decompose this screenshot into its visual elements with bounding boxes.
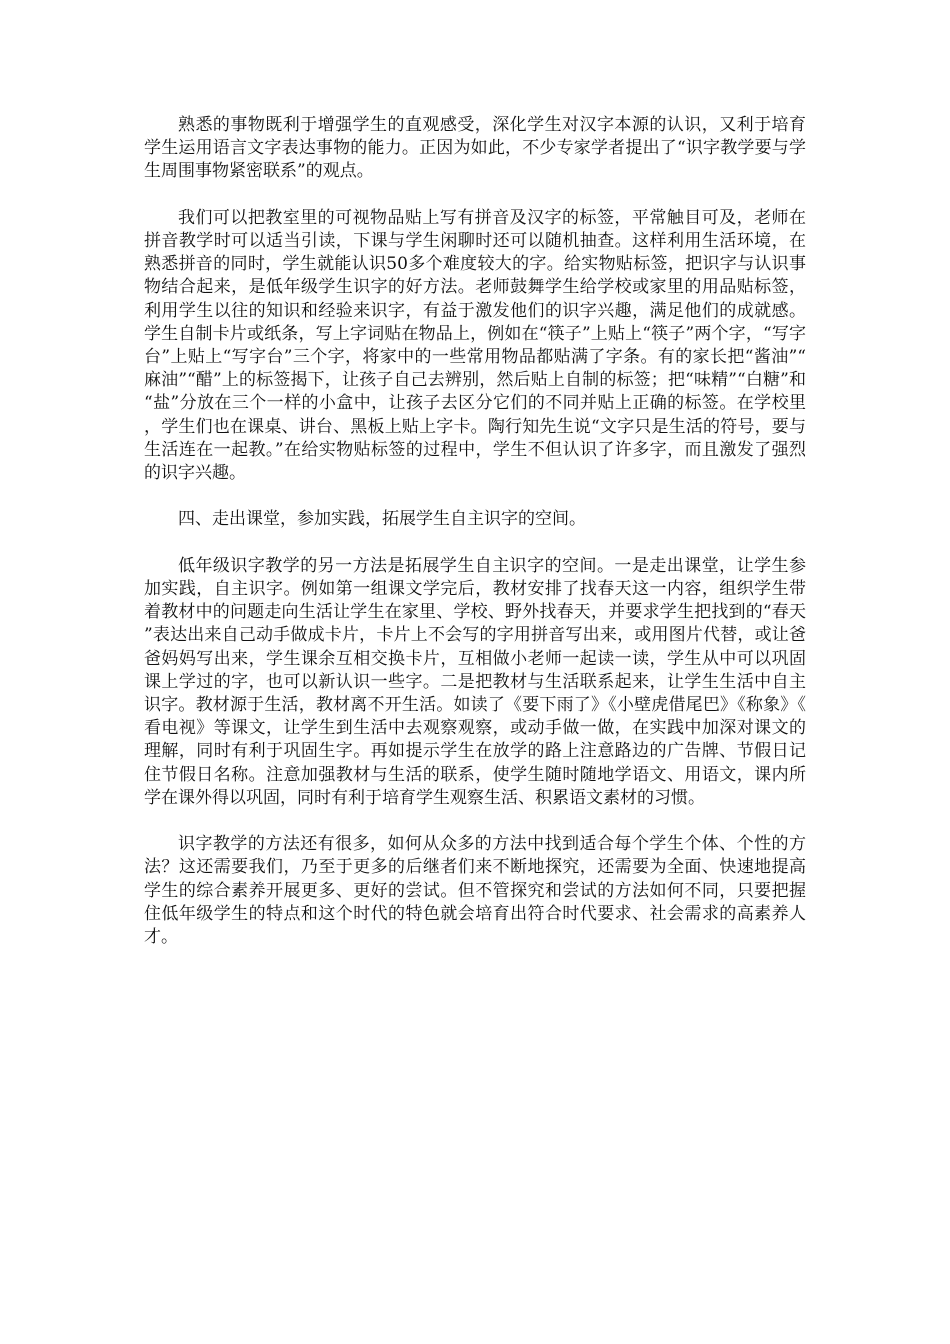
section-heading-practice: 四、走出课堂，参加实践，拓展学生自主识字的空间。 xyxy=(178,509,586,530)
paragraph-familiar-objects: 熟悉的事物既利于增强学生的直观感受，深化学生对汉字本源的认识，又利于培育学生运用语言文字表达事物的能力。正因为如此，不少专家学者提出了“识字教学要与学生周围事物紧密联系”的观点。 xyxy=(144,115,806,182)
paragraph-self-study: 低年级识字教学的另一方法是拓展学生自主识字的空间。一是走出课堂，让学生参加实践，自主识字。例如第一组课文学完后，教材安排了找春天这一内容，组织学生带着教材中的问题走向生活让学生在家里、学校、野外找春天，并要求学生把找到的“春天”表达出来自己动手做成卡片，卡片上不会写的字用拼音写出来，或用图片代替，或让爸爸妈妈写出来，学生课余互相交换卡片，互相做小老师一起读一读，学生从中可以巩固课上学过的字，也可以新认识一些字。二是把教材与生活联系起来，让学生生活中自主识字。教材源于生活，教材离不开生活。如读了《要下雨了》《小壁虎借尾巴》《称象》《看电视》等课文，让学生到生活中去观察观察，或动手做一做，在实践中加深对课文的理解，同时有利于巩固生字。再如提示学生在放学的路上注意路边的广告牌、节假日记住节假日名称。注意加强教材与生活的联系，使学生随时随地学语文、用语文，课内所学在课外得以巩固，同时有利于培育学生观察生活、积累语文素材的习惯。 xyxy=(144,555,806,808)
paragraph-conclusion: 识字教学的方法还有很多，如何从众多的方法中找到适合每个学生个体、个性的方法？这还需要我们，乃至于更多的后继者们来不断地探究，还需要为全面、快速地提高学生的综合素养开展更多、更好的尝试。但不管探究和尝试的方法如何不同，只要把握住低年级学生的特点和这个时代的特色就会培育出符合时代要求、社会需求的高素养人才。 xyxy=(144,834,806,948)
document-body xyxy=(144,114,806,972)
paragraph-labels: 我们可以把教室里的可视物品贴上写有拼音及汉字的标签，平常触目可及，老师在拼音教学时可以适当引读，下课与学生闲聊时还可以随机抽查。这样利用生活环境，在熟悉拼音的同时，学生就能认识50多个难度较大的字。给实物贴标签，把识字与认识事物结合起来，是低年级学生识字的好方法。老师鼓舞学生给学校或家里的用品贴标签，利用学生以往的知识和经验来识字，有益于激发他们的识字兴趣，满足他们的成就感。学生自制卡片或纸条，写上字词贴在物品上，例如在“筷子”上贴上“筷子”两个字，“写字台”上贴上“写字台”三个字，将家中的一些常用物品都贴满了字条。有的家长把“酱油”“麻油”“醋”上的标签揭下，让孩子自己去辨别，然后贴上自制的标签；把“味精”“白糖”和“盐”分放在三个一样的小盒中，让孩子去区分它们的不同并贴上正确的标签。在学校里，学生们也在课桌、讲台、黑板上贴上字卡。陶行知先生说“文字只是生活的符号，要与生活连在一起教。”在给实物贴标签的过程中，学生不但认识了许多字，而且激发了强烈的识字兴趣。 xyxy=(144,207,806,484)
